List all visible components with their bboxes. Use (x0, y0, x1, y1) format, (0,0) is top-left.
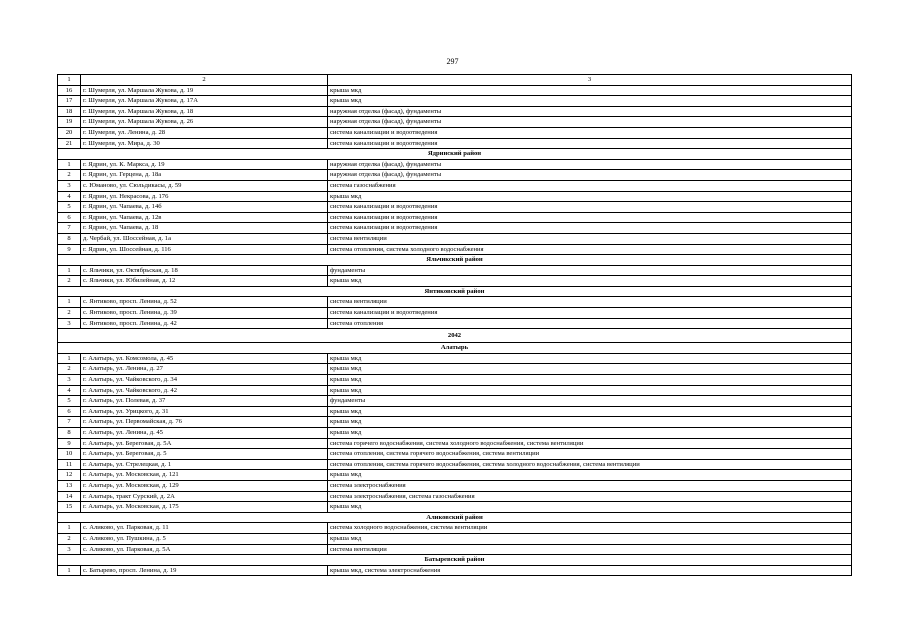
table-row (58, 106, 852, 117)
table-row (58, 170, 852, 181)
address-cell: г. Шумерля, ул. Ленина, д. 28 (81, 127, 328, 138)
district-row (58, 149, 852, 160)
table-row (58, 180, 852, 191)
address-cell: с. Аликово, ул. Пушкина, д. 5 (81, 533, 328, 544)
table-row (58, 117, 852, 128)
table-row (58, 202, 852, 213)
work-type-cell: система канализации и водоотведения (328, 212, 852, 223)
district-row (58, 286, 852, 297)
address-cell: г. Алатырь, ул. Береговая, д. 5 (81, 449, 328, 460)
table-row (58, 533, 852, 544)
row-number: 5 (58, 202, 81, 213)
work-type-cell: крыша мкд (328, 191, 852, 202)
address-cell: г. Алатырь, ул. Московская, д. 129 (81, 480, 328, 491)
address-cell: г. Алатырь, ул. Комсомола, д. 45 (81, 353, 328, 364)
work-type-cell: фундаменты (328, 265, 852, 276)
district-heading: Батыревский район (58, 555, 852, 566)
table-row (58, 233, 852, 244)
address-cell: г. Алатырь, ул. Московская, д. 175 (81, 502, 328, 513)
address-cell: с. Янтиково, просп. Ленина, д. 42 (81, 318, 328, 329)
row-number: 18 (58, 106, 81, 117)
work-type-cell: система отопления (328, 318, 852, 329)
table-body (58, 75, 852, 576)
work-type-cell: наружная отделка (фасад), фундаменты (328, 106, 852, 117)
work-type-cell: крыша мкд (328, 406, 852, 417)
table-row (58, 480, 852, 491)
address-cell: г. Алатырь, ул. Ленина, д. 45 (81, 428, 328, 439)
address-cell: с. Янтиково, просп. Ленина, д. 39 (81, 308, 328, 319)
row-number: 21 (58, 138, 81, 149)
row-number: 2 (58, 308, 81, 319)
table-row (58, 191, 852, 202)
table-row (58, 318, 852, 329)
address-cell: г. Алатырь, ул. Чайковского, д. 42 (81, 385, 328, 396)
table-row (58, 265, 852, 276)
work-type-cell: наружная отделка (фасад), фундаменты (328, 117, 852, 128)
district-row (58, 555, 852, 566)
table-row (58, 127, 852, 138)
district-row (58, 343, 852, 354)
row-number: 1 (58, 353, 81, 364)
district-heading: Яльчикский район (58, 255, 852, 266)
column-number-3: 3 (328, 75, 852, 86)
work-type-cell: крыша мкд (328, 276, 852, 287)
row-number: 2 (58, 276, 81, 287)
row-number: 4 (58, 385, 81, 396)
district-heading: Аликовский район (58, 512, 852, 523)
table-row (58, 428, 852, 439)
row-number: 7 (58, 417, 81, 428)
address-cell: г. Ядрин, ул. Чапаева, д. 14б (81, 202, 328, 213)
row-number: 2 (58, 533, 81, 544)
table-row (58, 544, 852, 555)
row-number: 16 (58, 85, 81, 96)
row-number: 1 (58, 565, 81, 576)
row-number: 1 (58, 159, 81, 170)
table-row (58, 523, 852, 534)
table-row (58, 297, 852, 308)
address-cell: г. Ядрин, ул. К. Маркса, д. 19 (81, 159, 328, 170)
work-type-cell: крыша мкд (328, 96, 852, 107)
row-number: 14 (58, 491, 81, 502)
row-number: 15 (58, 502, 81, 513)
work-type-cell: фундаменты (328, 396, 852, 407)
table-row (58, 308, 852, 319)
work-type-cell: система канализации и водоотведения (328, 223, 852, 234)
table-row (58, 364, 852, 375)
column-number-2: 2 (81, 75, 328, 86)
row-number: 6 (58, 212, 81, 223)
table-row (58, 244, 852, 255)
work-type-cell: система канализации и водоотведения (328, 127, 852, 138)
table-row (58, 159, 852, 170)
address-cell: г. Ядрин, ул. Шоссейная, д. 116 (81, 244, 328, 255)
district-heading: Янтиковский район (58, 286, 852, 297)
work-type-cell: система газоснабжения (328, 180, 852, 191)
column-number-1: 1 (58, 75, 81, 86)
work-type-cell: система холодного водоснабжения, система вентиляции (328, 523, 852, 534)
table-row (58, 470, 852, 481)
work-type-cell: наружная отделка (фасад), фундаменты (328, 159, 852, 170)
address-cell: с. Яльчики, ул. Юбилейная, д. 12 (81, 276, 328, 287)
address-cell: г. Алатырь, ул. Чайковского, д. 34 (81, 375, 328, 386)
district-heading: Ядринский район (58, 149, 852, 160)
work-type-cell: система канализации и водоотведения (328, 202, 852, 213)
row-number: 9 (58, 244, 81, 255)
page-number: 297 (446, 57, 459, 66)
row-number: 3 (58, 544, 81, 555)
address-cell: г. Ядрин, ул. Герцена, д. 18а (81, 170, 328, 181)
work-type-cell: крыша мкд, система электроснабжения (328, 565, 852, 576)
table-row (58, 85, 852, 96)
work-type-cell: крыша мкд (328, 470, 852, 481)
work-type-cell: система горячего водоснабжения, система холодного водоснабжения, система вентиляции (328, 438, 852, 449)
work-type-cell: система отопления, система горячего водоснабжения, система холодного водоснабжения, система вентиляции (328, 459, 852, 470)
work-type-cell: система канализации и водоотведения (328, 308, 852, 319)
table-row (58, 565, 852, 576)
work-type-cell: система вентиляции (328, 233, 852, 244)
address-cell: с. Аликово, ул. Парковая, д. 5А (81, 544, 328, 555)
work-type-cell: система канализации и водоотведения (328, 138, 852, 149)
address-cell: с. Юманово, ул. Сюльдикасы, д. 59 (81, 180, 328, 191)
work-type-cell: крыша мкд (328, 353, 852, 364)
column-number-row (58, 75, 852, 86)
table-row (58, 502, 852, 513)
work-type-cell: крыша мкд (328, 364, 852, 375)
table-row (58, 276, 852, 287)
address-cell: г. Шумерля, ул. Маршала Жукова, д. 18 (81, 106, 328, 117)
row-number: 1 (58, 297, 81, 308)
row-number: 17 (58, 96, 81, 107)
address-cell: г. Алатырь, ул. Первомайская, д. 76 (81, 417, 328, 428)
table-row (58, 138, 852, 149)
table-row (58, 96, 852, 107)
table-row (58, 375, 852, 386)
address-cell: г. Шумерля, ул. Маршала Жукова, д. 19 (81, 85, 328, 96)
work-type-cell: система вентиляции (328, 544, 852, 555)
table-row (58, 223, 852, 234)
address-cell: г. Ядрин, ул. Чапаева, д. 12в (81, 212, 328, 223)
address-cell: г. Алатырь, ул. Ленина, д. 27 (81, 364, 328, 375)
row-number: 3 (58, 318, 81, 329)
row-number: 1 (58, 523, 81, 534)
work-type-cell: крыша мкд (328, 533, 852, 544)
work-type-cell: крыша мкд (328, 385, 852, 396)
row-number: 7 (58, 223, 81, 234)
table-row (58, 449, 852, 460)
row-number: 20 (58, 127, 81, 138)
row-number: 6 (58, 406, 81, 417)
address-cell: г. Шумерля, ул. Маршала Жукова, д. 26 (81, 117, 328, 128)
row-number: 8 (58, 428, 81, 439)
address-cell: с. Батырево, просп. Ленина, д. 19 (81, 565, 328, 576)
work-type-cell: система отопления, система горячего водоснабжения, система вентиляции (328, 449, 852, 460)
address-cell: с. Янтиково, просп. Ленина, д. 52 (81, 297, 328, 308)
district-heading: Алатырь (58, 343, 852, 354)
table-row (58, 212, 852, 223)
address-cell: с. Яльчики, ул. Октябрьская, д. 18 (81, 265, 328, 276)
work-type-cell: система электроснабжения, система газоснабжения (328, 491, 852, 502)
district-row (58, 255, 852, 266)
row-number: 10 (58, 449, 81, 460)
work-type-cell: крыша мкд (328, 85, 852, 96)
address-cell: с. Аликово, ул. Парковая, д. 11 (81, 523, 328, 534)
row-number: 3 (58, 180, 81, 191)
row-number: 5 (58, 396, 81, 407)
address-cell: г. Алатырь, тракт Сурский, д. 2А (81, 491, 328, 502)
table-row (58, 491, 852, 502)
district-row (58, 512, 852, 523)
address-cell: г. Алатырь, ул. Стрелецкая, д. 1 (81, 459, 328, 470)
row-number: 12 (58, 470, 81, 481)
work-type-cell: система отопления, система холодного водоснабжения (328, 244, 852, 255)
address-cell: г. Алатырь, ул. Московская, д. 121 (81, 470, 328, 481)
address-cell: г. Шумерля, ул. Маршала Жукова, д. 17А (81, 96, 328, 107)
address-cell: г. Ядрин, ул. Чапаева, д. 18 (81, 223, 328, 234)
table-row (58, 406, 852, 417)
row-number: 13 (58, 480, 81, 491)
address-cell: д. Чербай, ул. Шоссейная, д. 1а (81, 233, 328, 244)
table-row (58, 385, 852, 396)
year-row (58, 329, 852, 343)
row-number: 4 (58, 191, 81, 202)
work-type-cell: крыша мкд (328, 417, 852, 428)
year-heading: 2042 (58, 329, 852, 343)
address-cell: г. Алатырь, ул. Береговая, д. 5А (81, 438, 328, 449)
table-row (58, 353, 852, 364)
address-cell: г. Шумерля, ул. Мира, д. 30 (81, 138, 328, 149)
table-row (58, 438, 852, 449)
work-type-cell: система вентиляции (328, 297, 852, 308)
table-row (58, 459, 852, 470)
work-type-cell: крыша мкд (328, 375, 852, 386)
address-cell: г. Алатырь, ул. Полевая, д. 37 (81, 396, 328, 407)
row-number: 19 (58, 117, 81, 128)
row-number: 3 (58, 375, 81, 386)
work-type-cell: наружная отделка (фасад), фундаменты (328, 170, 852, 181)
work-type-cell: крыша мкд (328, 502, 852, 513)
row-number: 11 (58, 459, 81, 470)
row-number: 2 (58, 364, 81, 375)
repair-schedule-table (57, 74, 852, 576)
address-cell: г. Ядрин, ул. Некрасова, д. 176 (81, 191, 328, 202)
work-type-cell: система электроснабжения (328, 480, 852, 491)
table-row (58, 417, 852, 428)
work-type-cell: крыша мкд (328, 428, 852, 439)
table-row (58, 396, 852, 407)
row-number: 9 (58, 438, 81, 449)
address-cell: г. Алатырь, ул. Урицкого, д. 31 (81, 406, 328, 417)
row-number: 1 (58, 265, 81, 276)
row-number: 8 (58, 233, 81, 244)
row-number: 2 (58, 170, 81, 181)
